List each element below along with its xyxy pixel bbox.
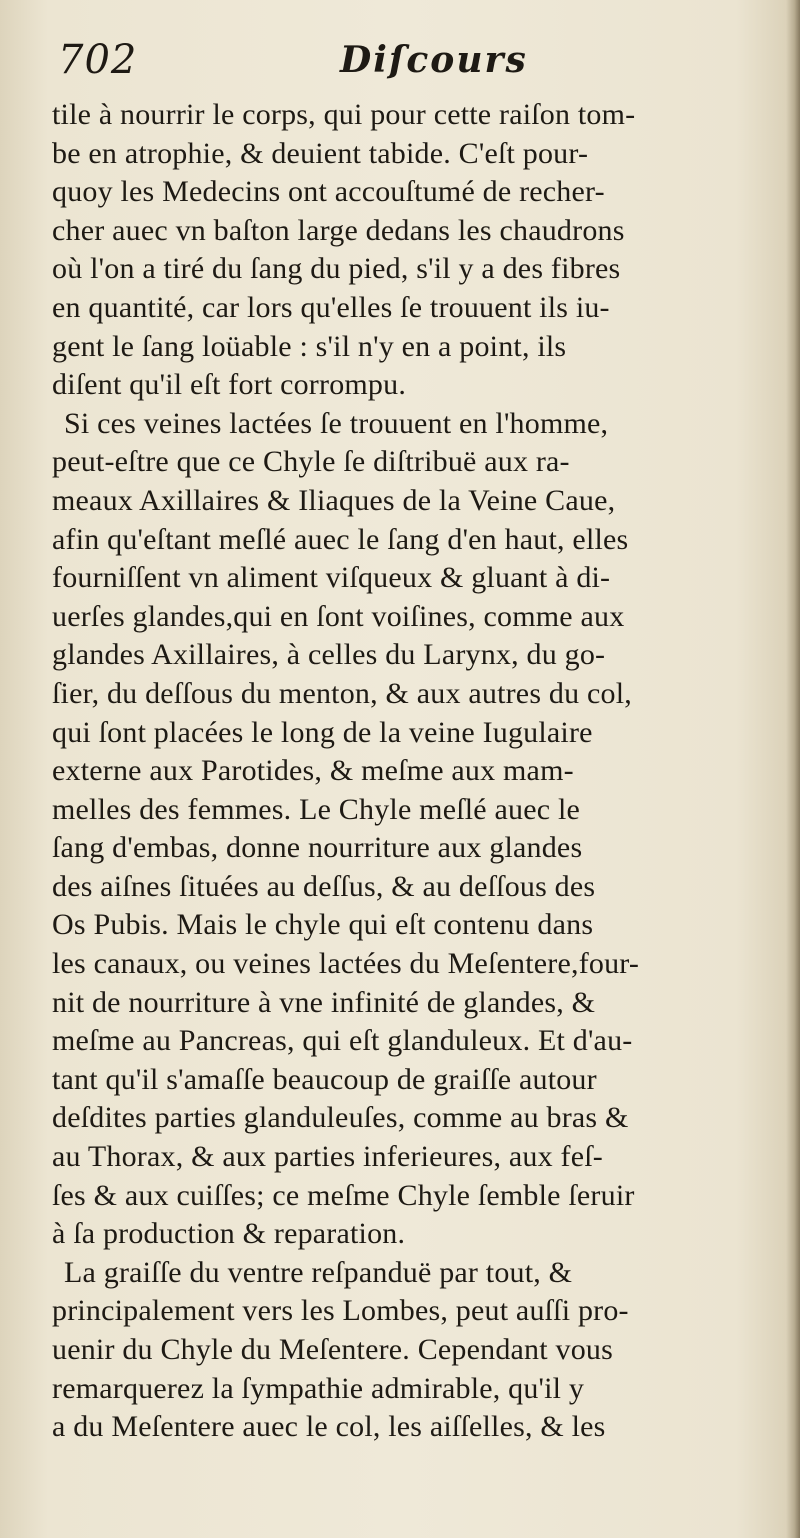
- page-number: 702: [58, 37, 138, 83]
- text-line: principalement vers les Lombes, peut auſſi pro-: [52, 1294, 629, 1328]
- text-line: les canaux, ou veines lactées du Meſentere,four-: [52, 947, 640, 981]
- text-line: deſdites parties glanduleuſes, comme au bras &: [52, 1101, 629, 1135]
- text-line: des aiſnes ſituées au deſſus, & au deſſous des: [52, 869, 596, 903]
- body-text: [52, 96, 742, 1447]
- text-line: afin qu'eſtant meſlé auec le ſang d'en haut, elles: [52, 522, 629, 556]
- text-line: remarquerez la ſympathie admirable, qu'il y: [52, 1371, 585, 1405]
- text-line: ſier, du deſſous du menton, & aux autres du col,: [52, 676, 632, 710]
- text-line: quoy les Medecins ont accouſtumé de recher-: [52, 175, 605, 209]
- text-line: meſme au Pancreas, qui eſt glanduleux. Et d'au-: [52, 1024, 633, 1058]
- page-edge-shadow: [786, 0, 800, 1538]
- text-line: melles des femmes. Le Chyle meſlé auec le: [52, 792, 580, 826]
- text-line: uerſes glandes,qui en ſont voiſines, comme aux: [52, 599, 625, 633]
- text-line: uenir du Chyle du Meſentere. Cependant vous: [52, 1333, 613, 1366]
- text-line: fourniſſent vn aliment viſqueux & gluant à di-: [52, 561, 611, 595]
- running-title: Diſcours: [340, 39, 528, 81]
- text-line: en quantité, car lors qu'elles ſe trouuent ils iu-: [52, 290, 610, 324]
- text-line: be en atrophie, & deuient tabide. C'eſt pour-: [52, 136, 589, 170]
- text-line: gent le ſang loüable : s'il n'y en a point, ils: [52, 329, 567, 363]
- text-line: à ſa production & reparation.: [52, 1217, 406, 1251]
- text-line: peut-eſtre que ce Chyle ſe diſtribuë aux ra-: [52, 445, 570, 479]
- text-line: cher auec vn baſton large dedans les chaudrons: [52, 213, 625, 247]
- text-line: qui ſont placées le long de la veine Iugulaire: [52, 715, 593, 749]
- text-line: Os Pubis. Mais le chyle qui eſt contenu dans: [52, 908, 594, 942]
- text-line: tant qu'il s'amaſſe beaucoup de graiſſe autour: [52, 1062, 597, 1096]
- text-line: ſang d'embas, donne nourriture aux glandes: [52, 831, 583, 865]
- text-line: au Thorax, & aux parties inferieures, aux feſ-: [52, 1140, 603, 1174]
- text-line: diſent qu'il eſt fort corrompu.: [52, 368, 407, 402]
- text-line: Si ces veines lactées ſe trouuent en l'homme,: [64, 406, 609, 440]
- text-line: a du Meſentere auec le col, les aiſſelles, & les: [52, 1410, 606, 1444]
- text-line: La graiſſe du ventre reſpanduë par tout, &: [64, 1255, 573, 1289]
- text-line: où l'on a tiré du ſang du pied, s'il y a des fibres: [52, 252, 621, 286]
- text-line: nit de nourriture à vne infinité de glandes, &: [52, 985, 596, 1019]
- text-line: tile à nourrir le corps, qui pour cette raiſon tom-: [52, 98, 636, 131]
- text-line: meaux Axillaires & Iliaques de la Veine Caue,: [52, 483, 616, 517]
- text-line: externe aux Parotides, & meſme aux mam-: [52, 754, 574, 788]
- text-line: ſes & aux cuiſſes; ce meſme Chyle ſemble ſeruir: [52, 1178, 635, 1212]
- text-line: glandes Axillaires, à celles du Larynx, du go-: [52, 638, 606, 672]
